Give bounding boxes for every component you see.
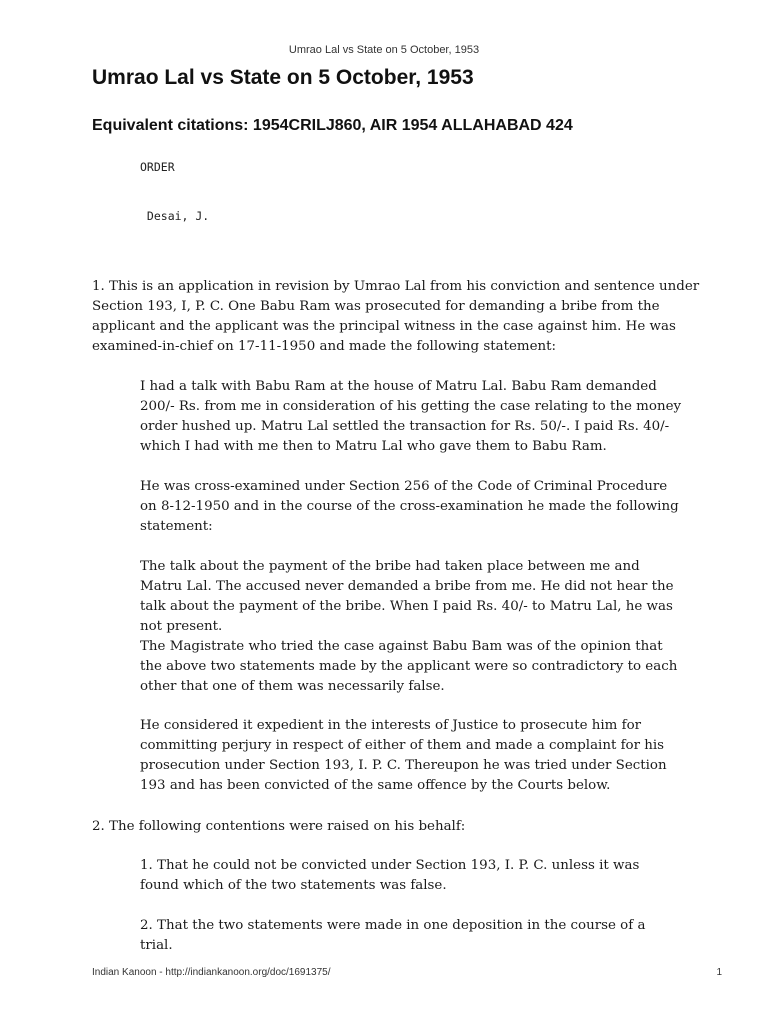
equivalent-citations: Equivalent citations: 1954CRILJ860, AIR 1954 ALLAHABAD 424 — [92, 117, 573, 134]
document-title: Umrao Lal vs State on 5 October, 1953 — [92, 66, 474, 89]
contention-2: 2. That the two statements were made in one deposition in the course of a trial. — [140, 918, 646, 953]
paragraph-magistrate-opinion: The Magistrate who tried the case against Babu Bam was of the opinion that the above two statements made by the applicant were so contradictory to each other that one of them was necessarily false. — [140, 639, 678, 694]
paragraph-cross-examination: He was cross-examined under Section 256 of the Code of Criminal Procedure on 8-12-1950 and in the course of the cross-examination he made the following statement: — [140, 479, 679, 534]
paragraph-1: 1. This is an application in revision by Umrao Lal from his conviction and sentence under Section 193, I, P. C. One Babu Ram was prosecuted for demanding a bribe from the applicant and the applicant was the principal witness in the case against him. He was examined-in-chief on 17-11-1950 and made the following statement: — [92, 279, 700, 354]
page-number: 1 — [716, 967, 722, 978]
footer-source-link[interactable]: Indian Kanoon - http://indiankanoon.org/doc/1691375/ — [92, 967, 331, 978]
running-header: Umrao Lal vs State on 5 October, 1953 — [288, 44, 480, 56]
quoted-statement-examination: I had a talk with Babu Ram at the house of Matru Lal. Babu Ram demanded 200/- Rs. from me in consideration of his getting the case relating to the money order hushed up. Matru Lal settled the transaction for Rs. 50/-. I paid Rs. 40/- which I had with me then to Matru Lal who gave them to Babu Ram. — [140, 379, 682, 454]
contention-1: 1. That he could not be convicted under Section 193, I. P. C. unless it was found which of the two statements was false. — [140, 858, 640, 893]
paragraph-complaint: He considered it expedient in the interests of Justice to prosecute him for committing perjury in respect of either of them and made a complaint for his prosecution under Section 193, I. P. C. Thereupon he was tried under Section 193 and has been convicted of the same offence by the Courts below. — [140, 718, 667, 793]
order-label: ORDER — [140, 160, 175, 174]
judge-name: Desai, J. — [140, 209, 210, 223]
paragraph-2: 2. The following contentions were raised on his behalf: — [92, 819, 466, 834]
quoted-statement-cross-examination: The talk about the payment of the bribe had taken place between me and Matru Lal. The accused never demanded a bribe from me. He did not hear the talk about the payment of the bribe. When I paid Rs. 40/- to Matru Lal, he was not present. — [140, 559, 674, 634]
